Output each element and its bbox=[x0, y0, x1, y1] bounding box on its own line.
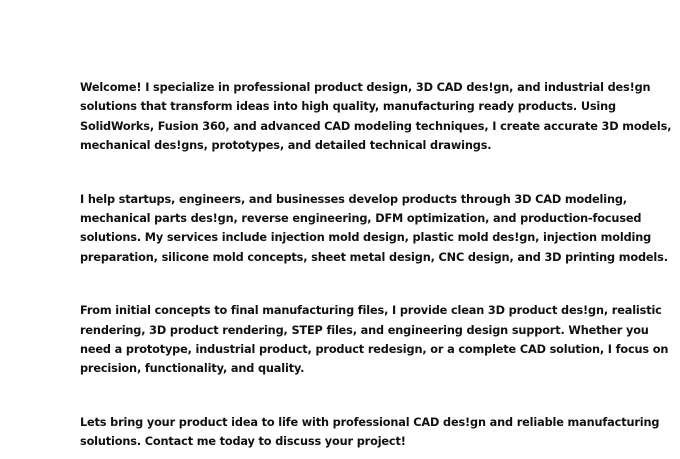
paragraph-intro bbox=[80, 78, 670, 156]
paragraph-call-to-action bbox=[80, 413, 670, 452]
text-line: solutions. My services include injection mold design, plastic mold des!gn, injection molding bbox=[80, 231, 652, 245]
text-line: solutions that transform ideas into high quality, manufacturing ready products. Using bbox=[80, 100, 616, 114]
text-line: rendering, 3D product rendering, STEP files, and engineering design support. Whether you bbox=[80, 323, 649, 337]
text-line: SolidWorks, Fusion 360, and advanced CAD modeling techniques, I create accurate 3D models, bbox=[80, 119, 672, 133]
paragraph-deliverables bbox=[80, 301, 670, 379]
text-line: solutions. Contact me today to discuss your project! bbox=[80, 435, 406, 449]
document-body bbox=[80, 78, 670, 452]
text-line: need a prototype, industrial product, product redesign, or a complete CAD solution, I focus on bbox=[80, 343, 669, 357]
text-line: I help startups, engineers, and businesses develop products through 3D CAD modeling, bbox=[80, 192, 627, 206]
text-line: preparation, silicone mold concepts, sheet metal design, CNC design, and 3D printing models. bbox=[80, 250, 668, 264]
text-line: precision, functionality, and quality. bbox=[80, 362, 305, 376]
text-line: mechanical parts des!gn, reverse engineering, DFM optimization, and production-focused bbox=[80, 212, 642, 226]
text-line: From initial concepts to final manufacturing files, I provide clean 3D product des!gn, realistic bbox=[80, 304, 662, 318]
paragraph-services bbox=[80, 190, 670, 268]
text-line: Lets bring your product idea to life with professional CAD des!gn and reliable manufacturing bbox=[80, 415, 660, 429]
text-line: mechanical des!gns, prototypes, and detailed technical drawings. bbox=[80, 139, 492, 153]
text-line: Welcome! I specialize in professional product design, 3D CAD des!gn, and industrial des!gn bbox=[80, 81, 651, 94]
